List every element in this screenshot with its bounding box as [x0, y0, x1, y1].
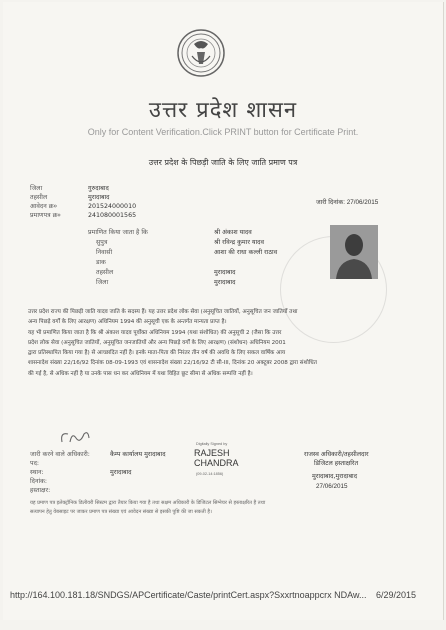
place-value: मुरादाबाद [110, 469, 132, 476]
post-title-label: पद: [30, 460, 40, 467]
officer-title: राजस्व अधिकारी/तहसीलदार [304, 451, 369, 458]
applicant-photo [330, 225, 378, 279]
certificate-body [28, 307, 423, 379]
person-silhouette-icon [330, 225, 378, 279]
body-line: शासनादेश संख्या 22/16/92 दिनांक 08-09-1993 एवं शासनादेश संख्या 22/16/92 टी सी-III, दिनांक 20 अक्टूबर 2008 द्वारा संशोधित [28, 360, 317, 367]
up-government-emblem-icon [176, 28, 226, 78]
digitally-signed-label: Digitally Signed by [196, 442, 228, 446]
issuer-value: कैम्प कार्यालय मुरादाबाद [110, 451, 166, 458]
tehsil-line-value: मुरादाबाद [214, 269, 236, 276]
issuer-label: जारी करने वाले अधिकारी: [30, 451, 90, 458]
district-value: गुरुदाबाद [88, 185, 109, 192]
tehsil-line-label: तहसील [96, 269, 114, 276]
officer-place: मुरादाबाद,मुरादाबाद [312, 473, 358, 480]
post-label: डाक [96, 259, 106, 266]
application-value: 201524000010 [88, 203, 137, 210]
body-line: उत्तर प्रदेश राज्य की पिछड़ी जाति यादव जाति के सदस्य हैं। यह उत्तर प्रदेश लोक सेवा (अनुसूचित जातियों, अनुसूचित जन जातियों तथा [28, 309, 298, 315]
address-value: आशा की राधा कल्ली राठाव [214, 249, 278, 256]
print-date: 6/29/2015 [376, 590, 417, 600]
page-url: http://164.100.181.18/SNDGS/APCertificate/Caste/printCert.aspx?Sxxrtnoappcrx NDAw... [10, 590, 367, 600]
date-label: दिनांक: [30, 478, 48, 485]
footer-note: यह प्रमाण पत्र इलेक्ट्रॉनिक डिलीवरी सिस्टम द्वारा तैयार किया गया है तथा सक्षम अधिकारी के डिजिटल सिग्नेचर से हस्ताक्षरित है तथा [30, 500, 266, 506]
body-line: प्रदेश लोक सेवा (अनुसूचित जातियों, अनुसूचित जनजातियों और अन्य पिछड़े वर्गों के लिए आरक्षण) (संशोधन) अधिनियम 2001 [28, 339, 286, 346]
handwritten-signature [58, 428, 92, 448]
officer-date: 27/06/2015 [316, 483, 348, 490]
verification-note: Only for Content Verification.Click PRINT button for Certificate Print. [87, 127, 359, 137]
tehsil-value: मुरादाबाद [88, 194, 110, 201]
issue-date: जारी दिनांक: 27/06/2015 [316, 199, 379, 206]
place-label: स्थान: [30, 469, 44, 476]
body-line: अन्य पिछड़े वर्गों के लिए आरक्षण) अधिनियम 1994 की अनुसूची एक के अन्तर्गत मान्यता प्राप्त है। [28, 319, 227, 326]
certificate-title: उत्तर प्रदेश के पिछड़ी जाति के लिए जाति प्रमाण पत्र [148, 158, 298, 167]
resident-label: निवासी [96, 249, 113, 256]
footer-note: सत्यापन हेतु वेबसाइट पर जाकर प्रमाण पत्र संख्या एवं आवेदन संख्या से इसकी पुष्टि की जा सकती है। [30, 509, 212, 515]
district-line-label: जिला [96, 279, 109, 286]
body-line: की गई है, से अधिक नहीं है या उनके पास धन कर अधिनियम में यथा विहित छूट सीमा से अधिक सम्पत्ति नहीं है। [28, 370, 253, 377]
certificate-number-value: 241080001565 [88, 212, 137, 219]
signer-name: RAJESH CHANDRA [194, 448, 239, 468]
applicant-name: श्री अंकाश यादव [214, 229, 252, 236]
page-title: उत्तर प्रदेश शासन [148, 98, 298, 123]
father-label: सुपुत्र [96, 239, 108, 246]
tehsil-label: तहसील [30, 194, 48, 201]
officer-subtitle: डिजिटल हस्ताक्षरित [314, 460, 359, 467]
certificate-number-label: प्रमाणपत्र क्र० [30, 212, 61, 219]
body-line: द्वारा प्रतिस्थापित किया गया है) से आच्छादित नहीं है। इनके माता-पिता की निरंतर तीन वर्ष की अवधि के लिए सकल वार्षिक आय [28, 350, 286, 357]
certify-label: प्रमाणित किया जाता है कि [88, 229, 148, 236]
application-label: आवेदन क्र० [30, 203, 57, 210]
body-line: यह भी प्रमाणित किया जाता है कि श्री अंकाश यादव पूर्वोक्त अधिनियम 1994 (यथा संशोधित) की अनुसूची 2 (जैसा कि उत्तर [28, 329, 282, 336]
father-name: श्री रविन्द्र कुमार यादव [214, 239, 265, 246]
sign-label: हस्ताक्षर: [30, 487, 51, 494]
signer-timestamp: (09-02-14:1856) [196, 472, 224, 476]
district-label: जिला [30, 185, 43, 192]
district-line-value: मुरादाबाद [214, 279, 236, 286]
